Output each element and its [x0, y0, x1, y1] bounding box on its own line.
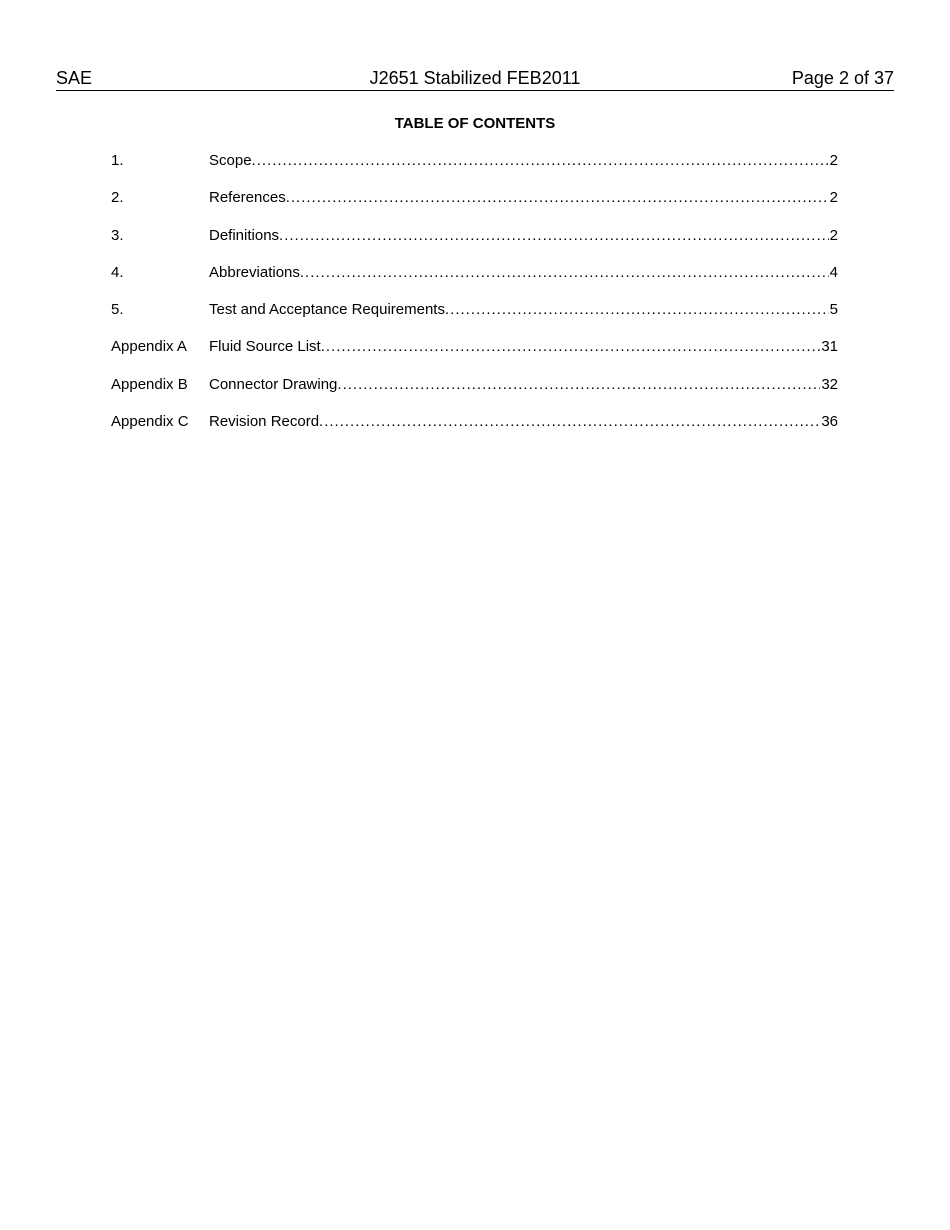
toc-leader-dots	[252, 151, 829, 171]
toc-leader-dots	[300, 263, 829, 283]
toc-entry-appendix-a[interactable]	[111, 337, 838, 374]
toc-entry-abbreviations[interactable]	[111, 263, 838, 300]
organization-name: SAE	[56, 68, 93, 88]
toc-entry-definitions[interactable]	[111, 226, 838, 263]
toc-title: TABLE OF CONTENTS	[394, 115, 556, 132]
toc-entry-label: Test and Acceptance Requirements	[209, 301, 445, 319]
document-id: J2651 Stabilized FEB2011	[369, 68, 581, 88]
toc-entry-page: 32	[821, 375, 838, 393]
toc-entry-label: Connector Drawing	[209, 375, 338, 393]
toc-entry-test-requirements[interactable]	[111, 300, 838, 337]
toc-leader-dots	[286, 188, 829, 208]
toc-entry-number: 5.	[111, 301, 124, 319]
toc-entry-page: 31	[821, 338, 838, 356]
toc-entry-page: 4	[829, 263, 838, 281]
toc-entry-appendix-b[interactable]	[111, 375, 838, 412]
toc-entry-page: 2	[829, 226, 838, 244]
toc-entry-label: Revision Record	[209, 413, 320, 431]
toc-entry-label: Abbreviations	[209, 263, 300, 281]
toc-entry-scope[interactable]	[111, 151, 838, 188]
toc-entry-appendix-c[interactable]	[111, 412, 838, 449]
toc-entry-page: 2	[829, 152, 838, 169]
toc-entry-number: 4.	[111, 263, 124, 281]
toc-entry-label: Scope	[209, 152, 252, 169]
toc-entry-number: Appendix C	[111, 413, 189, 431]
toc-leader-dots	[445, 300, 829, 320]
toc-entry-label: References	[209, 189, 286, 207]
toc-entry-references[interactable]	[111, 188, 838, 225]
toc-entry-page: 5	[829, 301, 838, 319]
page-indicator: Page 2 of 37	[791, 68, 894, 88]
toc-leader-dots	[321, 337, 821, 357]
toc-entry-label: Definitions	[209, 226, 280, 244]
toc-entry-page: 36	[821, 413, 838, 431]
toc-entry-number: 3.	[111, 226, 124, 244]
toc-entry-label: Fluid Source List	[209, 338, 321, 356]
toc-entry-number: Appendix B	[111, 375, 188, 393]
toc-entry-number: 1.	[111, 152, 124, 169]
toc-leader-dots	[279, 226, 829, 246]
toc-entry-number: 2.	[111, 189, 124, 207]
toc-leader-dots	[319, 412, 820, 432]
toc-entry-page: 2	[829, 189, 838, 207]
toc-entry-number: Appendix A	[111, 338, 187, 356]
toc-leader-dots	[337, 375, 820, 395]
page-header	[56, 66, 894, 91]
table-of-contents	[111, 151, 838, 449]
